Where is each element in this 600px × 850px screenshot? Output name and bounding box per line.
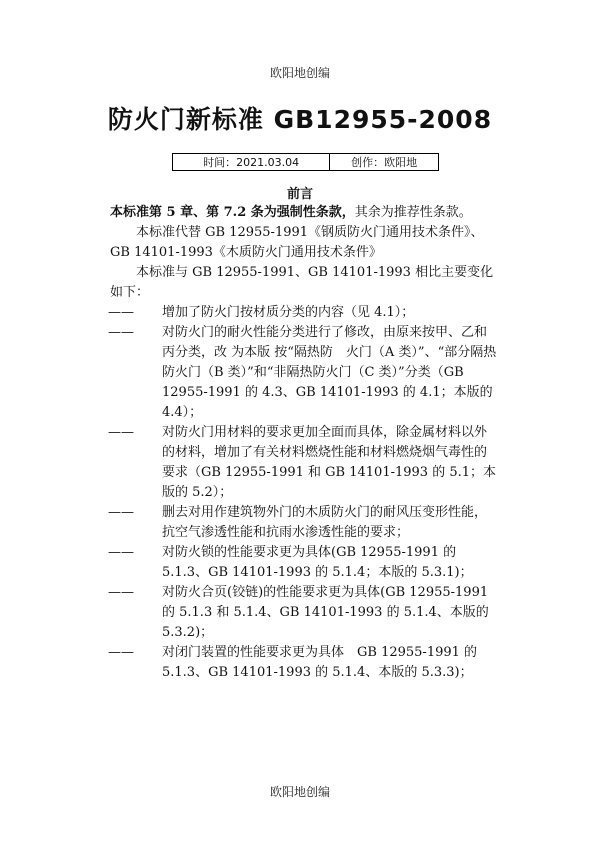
page-header: 欧阳地创编 bbox=[269, 66, 330, 80]
list-item bbox=[110, 543, 498, 583]
list-item-text: 对防火合页(铰链)的性能要求更为具体(GB 12955-1991 的 5.1.3 和 5.1.4、GB 14101-1993 的 5.1.4、本版的 5.3.2)； bbox=[162, 585, 489, 640]
list-item bbox=[110, 303, 498, 323]
meta-time: 时间：2021.03.04 bbox=[173, 154, 330, 171]
intro-paragraph bbox=[110, 203, 498, 223]
list-item-text: 对闭门装置的性能要求更为具体 GB 12955-1991 的 5.1.3、GB 14101-1993 的 5.1.4、本版的 5.3.3)； bbox=[162, 645, 478, 680]
list-item-text: 增加了防火门按材质分类的内容（见 4.1）； bbox=[162, 305, 415, 320]
dash-marker: —— bbox=[108, 645, 134, 660]
dash-marker: —— bbox=[108, 325, 134, 340]
list-item-text: 删去对用作建筑物外门的木质防火门的耐风压变形性能，抗空气渗透性能和抗雨水渗透性能的要求； bbox=[162, 505, 488, 540]
list-item bbox=[110, 583, 498, 643]
page-footer: 欧阳地创编 bbox=[269, 785, 330, 799]
list-item bbox=[110, 423, 498, 503]
list-item-text: 对防火门的耐火性能分类进行了修改，由原来按甲、乙和丙分类，改 为本版 按“隔热防 火门（A 类）”、“部分隔热防火门（B 类）”和“非隔热防火门（C 类）”分类（GB 12955-1991 的 4.3、GB 14101-1993 的 4.1；本版的 4.4）； bbox=[162, 325, 497, 420]
dash-marker: —— bbox=[108, 585, 134, 600]
dash-marker: —— bbox=[108, 505, 134, 520]
recommended-clause: 其余为推荐性条款。 bbox=[354, 205, 472, 220]
section-title: 前言 bbox=[286, 187, 313, 202]
list-item-text: 对防火门用材料的要求更加全面而具体，除金属材料以外的材料，增加了有关材料燃烧性能和材料燃烧烟气毒性的要求（GB 12955-1991 和 GB 14101-1993 的 5.1；本版的 5.2）； bbox=[162, 425, 497, 500]
mandatory-clause: 本标准第 5 章、第 7.2 条为强制性条款， bbox=[110, 205, 355, 220]
dash-marker: —— bbox=[108, 545, 134, 560]
list-item bbox=[110, 503, 498, 543]
list-item bbox=[110, 323, 498, 423]
dash-marker: —— bbox=[108, 425, 134, 440]
dash-marker: —— bbox=[108, 305, 134, 320]
changes-paragraph: 本标准与 GB 12955-1991、GB 14101-1993 相比主要变化如下： bbox=[110, 265, 494, 300]
list-item bbox=[110, 643, 498, 683]
meta-table bbox=[172, 153, 439, 171]
list-item-text: 对防火锁的性能要求更为具体(GB 12955-1991 的 5.1.3、GB 14101-1993 的 5.1.4；本版的 5.3.1)； bbox=[162, 545, 473, 580]
document-title: 防火门新标准 GB12955-2008 bbox=[107, 105, 493, 134]
replacement-paragraph: 本标准代替 GB 12955-1991《钢质防火门通用技术条件》、GB 14101-1993《木质防火门通用技术条件》 bbox=[110, 225, 484, 260]
document-body bbox=[110, 203, 498, 683]
meta-author: 创作：欧阳地 bbox=[330, 154, 439, 171]
